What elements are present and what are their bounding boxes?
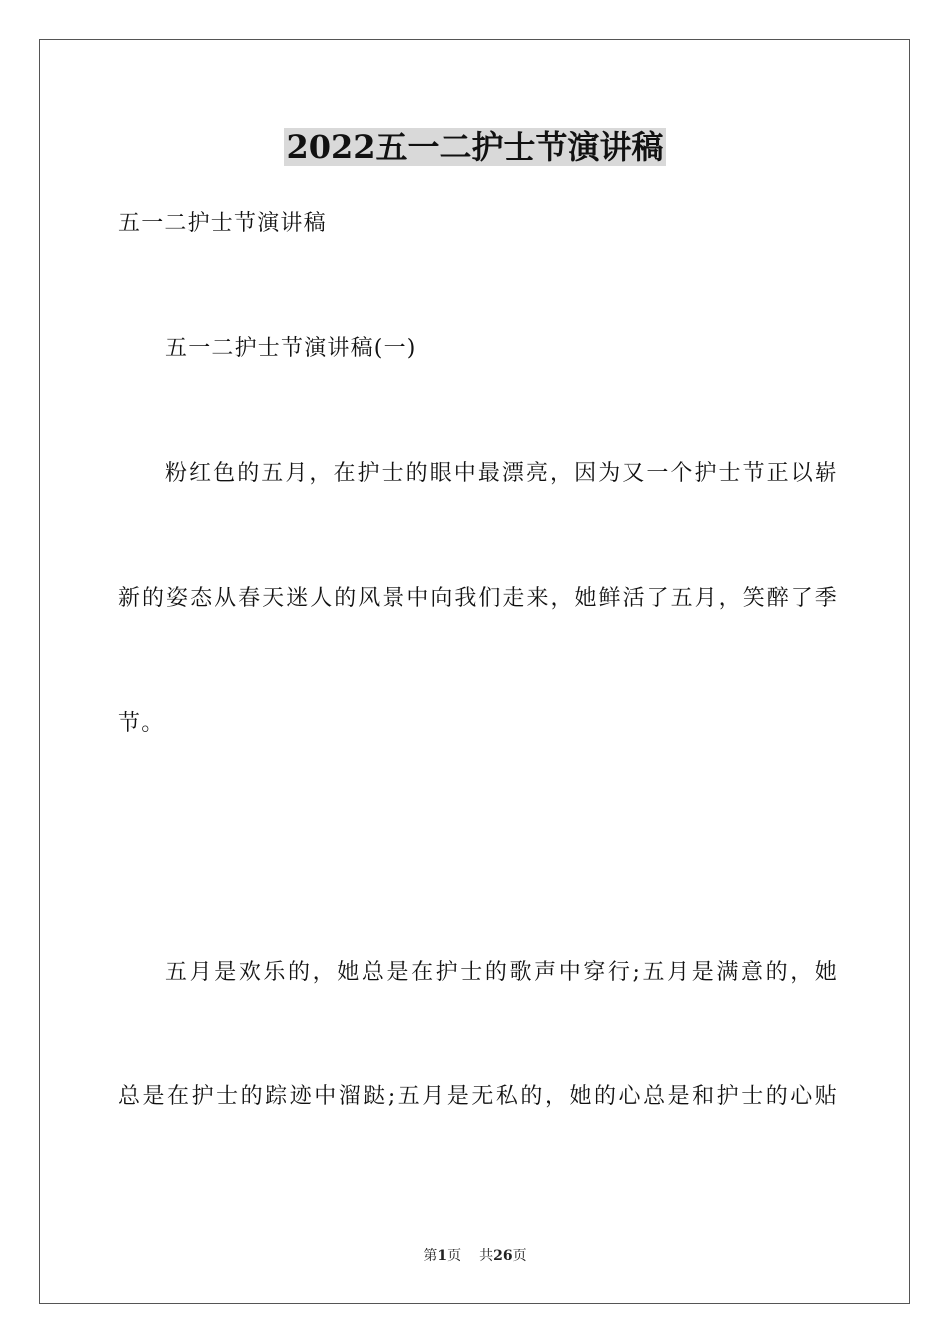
- page-footer: [0, 1246, 950, 1266]
- document-title: [0, 125, 950, 169]
- paragraph-line: 总是在护士的踪迹中溜跶;五月是无私的，她的心总是和护士的心贴: [118, 1084, 838, 1109]
- document-title-text: 2022五一二护士节演讲稿: [286, 128, 664, 166]
- paragraph-line: 新的姿态从春天迷人的风景中向我们走来，她鲜活了五月，笑醉了季: [118, 586, 838, 611]
- document-subtitle: 五一二护士节演讲稿: [118, 211, 327, 236]
- footer-page-prefix: 第: [423, 1248, 438, 1264]
- footer-total-prefix: 共: [479, 1248, 494, 1264]
- footer-page-suffix: 页: [447, 1248, 462, 1264]
- footer-page-number: 1: [437, 1248, 448, 1264]
- footer-total-suffix: 页: [512, 1248, 527, 1264]
- paragraph-line: 五月是欢乐的，她总是在护士的歌声中穿行;五月是满意的，她: [165, 960, 838, 985]
- footer-total-pages: 26: [493, 1248, 513, 1264]
- paragraph-line: 粉红色的五月，在护士的眼中最漂亮，因为又一个护士节正以崭: [165, 461, 838, 486]
- section-heading: 五一二护士节演讲稿(一): [165, 336, 417, 361]
- paragraph-line: 节。: [118, 711, 165, 736]
